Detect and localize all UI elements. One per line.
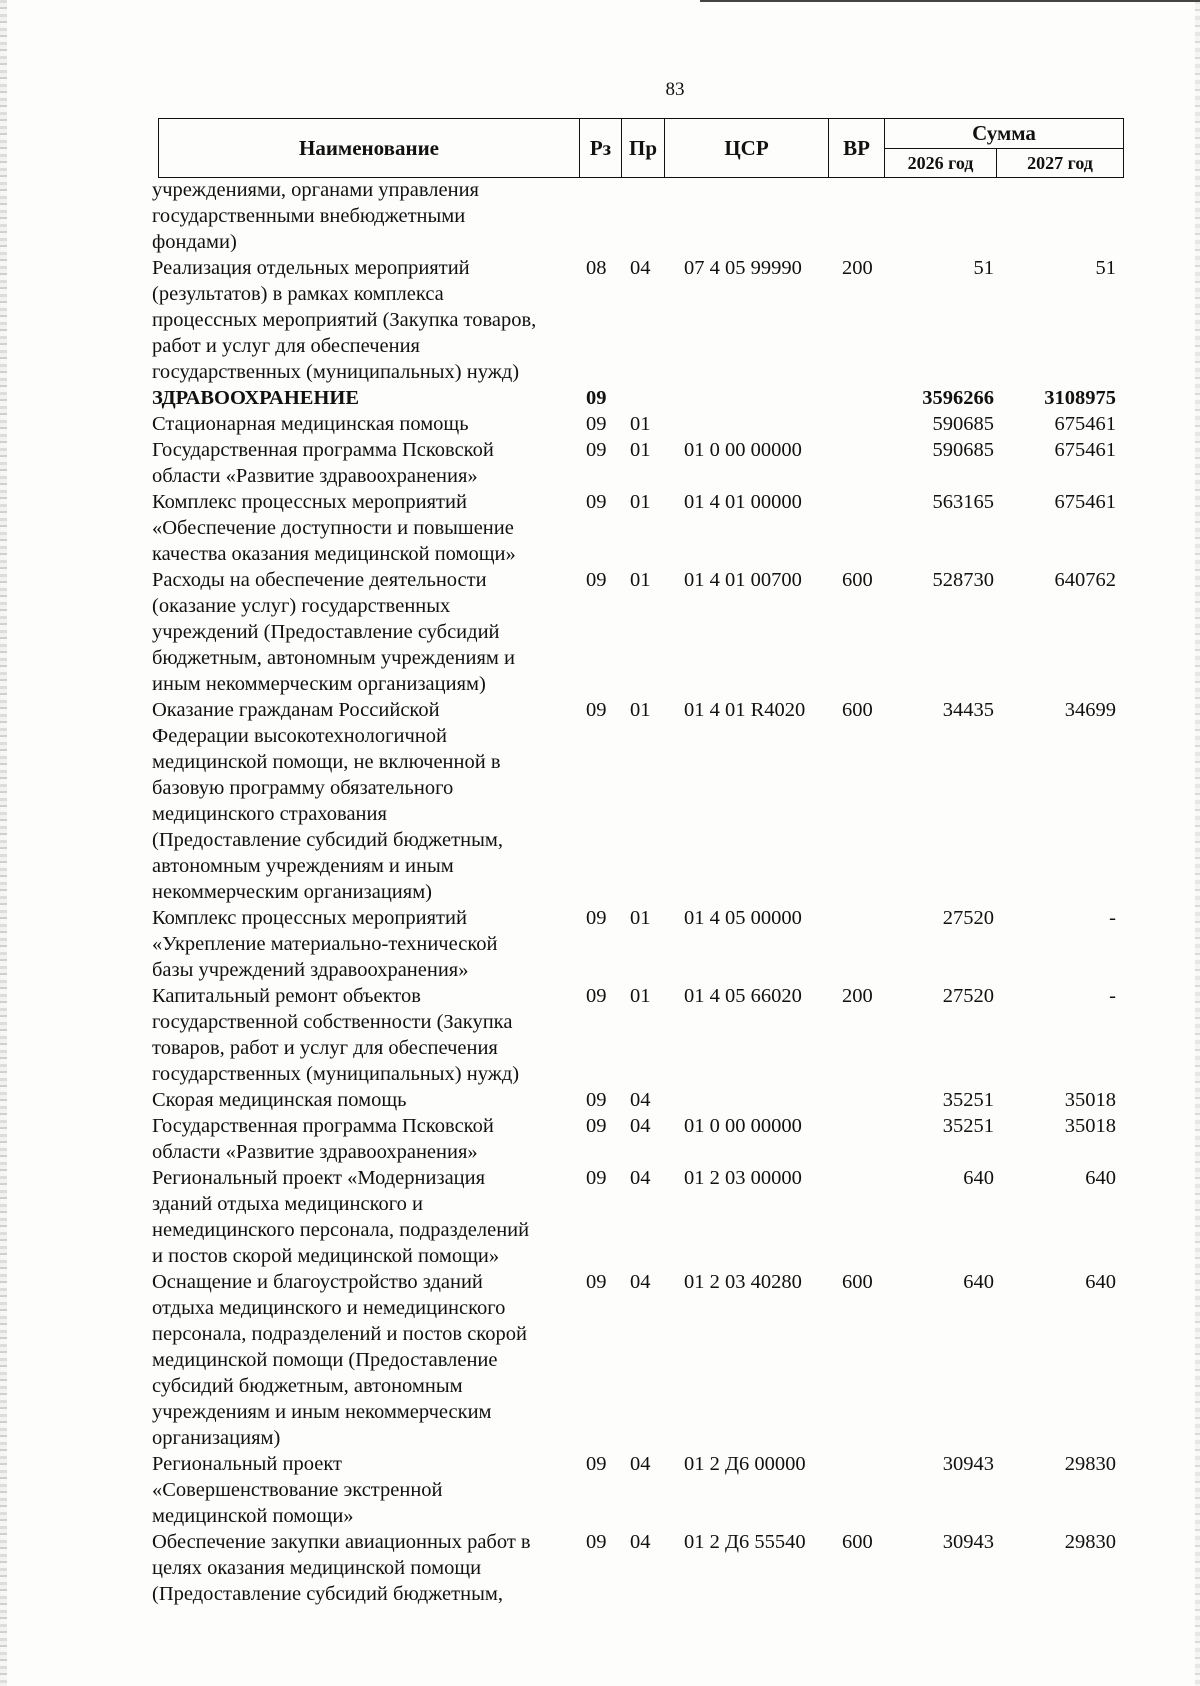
row-pr: 04 bbox=[630, 1453, 651, 1475]
table-row bbox=[152, 437, 1122, 489]
row-name bbox=[152, 905, 582, 983]
header-sum: Сумма bbox=[885, 119, 1123, 149]
row-name-line: зданий отдыха медицинского и bbox=[152, 1193, 423, 1215]
row-rz: 09 bbox=[586, 1167, 607, 1189]
table-row bbox=[152, 567, 1122, 697]
row-name-line: «Укрепление материально-технической bbox=[152, 933, 498, 955]
row-csr: 01 0 00 00000 bbox=[684, 1115, 802, 1137]
row-vr: 600 bbox=[842, 1271, 873, 1293]
row-sum-2027: 51 bbox=[1095, 257, 1116, 279]
row-name-line: государственной собственности (Закупка bbox=[152, 1011, 513, 1033]
row-vr: 600 bbox=[842, 569, 873, 591]
table-header bbox=[158, 118, 1124, 178]
table-row bbox=[152, 1529, 1122, 1607]
row-pr: 01 bbox=[630, 907, 651, 929]
row-name-line: некоммерческим организациям) bbox=[152, 881, 432, 903]
row-name-line: иным некоммерческим организациям) bbox=[152, 673, 486, 695]
row-pr: 04 bbox=[630, 1531, 651, 1553]
row-name-line: медицинской помощи, не включенной в bbox=[152, 751, 501, 773]
row-name-line: Комплекс процессных мероприятий bbox=[152, 491, 467, 513]
row-sum-2027: 34699 bbox=[1064, 699, 1116, 721]
row-name bbox=[152, 983, 582, 1087]
row-name-line: организациям) bbox=[152, 1427, 281, 1449]
row-sum-2027: 29830 bbox=[1064, 1531, 1116, 1553]
row-rz: 09 bbox=[586, 1531, 607, 1553]
row-csr: 01 2 Д6 00000 bbox=[684, 1453, 806, 1475]
table-row bbox=[152, 1087, 1122, 1113]
row-name-line: фондами) bbox=[152, 231, 237, 253]
row-vr: 200 bbox=[842, 257, 873, 279]
row-rz: 09 bbox=[586, 569, 607, 591]
row-csr: 01 4 01 00700 bbox=[684, 569, 802, 591]
row-sum-2026: 35251 bbox=[942, 1115, 994, 1137]
row-csr: 01 2 03 40280 bbox=[684, 1271, 802, 1293]
row-name-line: автономным учреждениям и иным bbox=[152, 855, 454, 877]
row-name-line: (Предоставление субсидий бюджетным, bbox=[152, 1583, 503, 1605]
row-name-line: Комплекс процессных мероприятий bbox=[152, 907, 467, 929]
table-row bbox=[152, 489, 1122, 567]
row-sum-2027: 35018 bbox=[1064, 1115, 1116, 1137]
row-sum-2026: 640 bbox=[963, 1167, 994, 1189]
row-sum-2026: 3596266 bbox=[922, 387, 994, 409]
row-name-line: Скорая медицинская помощь bbox=[152, 1089, 407, 1111]
row-name-line: процессных мероприятий (Закупка товаров, bbox=[152, 309, 537, 331]
row-name-line: Государственная программа Псковской bbox=[152, 439, 494, 461]
row-name-line: Капитальный ремонт объектов bbox=[152, 985, 421, 1007]
row-name-line: Стационарная медицинская помощь bbox=[152, 413, 469, 435]
row-name-line: Региональный проект «Модернизация bbox=[152, 1167, 486, 1189]
row-name-line: Расходы на обеспечение деятельности bbox=[152, 569, 487, 591]
row-name-line: субсидий бюджетным, автономным bbox=[152, 1375, 463, 1397]
row-pr: 01 bbox=[630, 439, 651, 461]
row-csr: 01 4 05 66020 bbox=[684, 985, 802, 1007]
scan-edge-top bbox=[700, 0, 1200, 2]
row-pr: 04 bbox=[630, 1271, 651, 1293]
row-name bbox=[152, 1087, 582, 1113]
row-rz: 09 bbox=[586, 1115, 607, 1137]
row-name bbox=[152, 385, 582, 411]
row-csr: 01 4 01 R4020 bbox=[684, 699, 806, 721]
row-sum-2027: 675461 bbox=[1054, 491, 1116, 513]
row-sum-2027: 675461 bbox=[1054, 413, 1116, 435]
row-name-line: (результатов) в рамках комплекса bbox=[152, 283, 444, 305]
row-sum-2026: 563165 bbox=[932, 491, 994, 513]
scan-edge-left bbox=[0, 0, 7, 1686]
row-name-line: ЗДРАВООХРАНЕНИЕ bbox=[152, 387, 360, 409]
row-pr: 04 bbox=[630, 1089, 651, 1111]
row-name-line: (оказание услуг) государственных bbox=[152, 595, 451, 617]
table-row bbox=[152, 1165, 1122, 1269]
row-name-line: немедицинского персонала, подразделений bbox=[152, 1219, 530, 1241]
row-name-line: области «Развитие здравоохранения» bbox=[152, 465, 478, 487]
row-csr: 01 4 05 00000 bbox=[684, 907, 802, 929]
row-rz: 09 bbox=[586, 1271, 607, 1293]
row-rz: 09 bbox=[586, 1453, 607, 1475]
row-csr: 01 4 01 00000 bbox=[684, 491, 802, 513]
row-pr: 04 bbox=[630, 1167, 651, 1189]
table-row bbox=[152, 697, 1122, 905]
header-pr: Пр bbox=[622, 119, 665, 177]
row-sum-2026: 27520 bbox=[942, 985, 994, 1007]
row-pr: 01 bbox=[630, 699, 651, 721]
row-name-line: целях оказания медицинской помощи bbox=[152, 1557, 482, 1579]
header-name: Наименование bbox=[159, 119, 580, 177]
row-rz: 09 bbox=[586, 985, 607, 1007]
table-row bbox=[152, 411, 1122, 437]
row-rz: 09 bbox=[586, 907, 607, 929]
row-name-line: государственных (муниципальных) нужд) bbox=[152, 361, 520, 383]
row-name-line: «Совершенствование экстренной bbox=[152, 1479, 443, 1501]
row-name bbox=[152, 1113, 582, 1165]
row-name bbox=[152, 1165, 582, 1269]
row-sum-2026: 590685 bbox=[932, 413, 994, 435]
row-rz: 09 bbox=[586, 387, 607, 409]
row-name-line: работ и услуг для обеспечения bbox=[152, 335, 420, 357]
row-name-line: «Обеспечение доступности и повышение bbox=[152, 517, 514, 539]
table-row bbox=[152, 385, 1122, 411]
row-name bbox=[152, 1269, 582, 1451]
row-name-line: области «Развитие здравоохранения» bbox=[152, 1141, 478, 1163]
row-name-line: Оснащение и благоустройство зданий bbox=[152, 1271, 483, 1293]
row-sum-2026: 528730 bbox=[932, 569, 994, 591]
row-sum-2027: 640 bbox=[1085, 1167, 1116, 1189]
row-pr: 01 bbox=[630, 491, 651, 513]
header-year-2027: 2027 год bbox=[1027, 152, 1093, 173]
row-sum-2027: 640 bbox=[1085, 1271, 1116, 1293]
row-name-line: Обеспечение закупки авиационных работ в bbox=[152, 1531, 531, 1553]
row-rz: 09 bbox=[586, 491, 607, 513]
row-name bbox=[152, 1529, 582, 1607]
row-sum-2026: 30943 bbox=[942, 1531, 994, 1553]
row-rz: 09 bbox=[586, 699, 607, 721]
row-name-line: отдыха медицинского и немедицинского bbox=[152, 1297, 506, 1319]
row-rz: 09 bbox=[586, 439, 607, 461]
row-name bbox=[152, 697, 582, 905]
row-sum-2026: 34435 bbox=[942, 699, 994, 721]
row-name-line: медицинского страхования bbox=[152, 803, 387, 825]
table-row bbox=[152, 1113, 1122, 1165]
row-name-line: Реализация отдельных мероприятий bbox=[152, 257, 470, 279]
row-name-line: учреждений (Предоставление субсидий bbox=[152, 621, 500, 643]
row-pr: 01 bbox=[630, 569, 651, 591]
row-sum-2027: 640762 bbox=[1054, 569, 1116, 591]
row-name-line: и постов скорой медицинской помощи» bbox=[152, 1245, 500, 1267]
row-pr: 04 bbox=[630, 257, 651, 279]
row-csr: 01 2 Д6 55540 bbox=[684, 1531, 806, 1553]
row-name-line: учреждениям и иным некоммерческим bbox=[152, 1401, 492, 1423]
row-name-line: учреждениями, органами управления bbox=[152, 179, 479, 201]
header-csr: ЦСР bbox=[665, 119, 829, 177]
row-sum-2027: 675461 bbox=[1054, 439, 1116, 461]
row-vr: 600 bbox=[842, 699, 873, 721]
row-sum-2026: 51 bbox=[973, 257, 994, 279]
row-name bbox=[152, 567, 582, 697]
scan-edge-right bbox=[1195, 0, 1200, 1686]
row-name bbox=[152, 255, 582, 385]
row-name-line: Региональный проект bbox=[152, 1453, 342, 1475]
row-vr: 200 bbox=[842, 985, 873, 1007]
row-rz: 09 bbox=[586, 1089, 607, 1111]
row-name-line: медицинской помощи» bbox=[152, 1505, 354, 1527]
row-name bbox=[152, 177, 582, 255]
row-name-line: товаров, работ и услуг для обеспечения bbox=[152, 1037, 498, 1059]
row-name-line: (Предоставление субсидий бюджетным, bbox=[152, 829, 503, 851]
row-pr: 04 bbox=[630, 1115, 651, 1137]
row-pr: 01 bbox=[630, 413, 651, 435]
row-name-line: бюджетным, автономным учреждениям и bbox=[152, 647, 515, 669]
row-name-line: качества оказания медицинской помощи» bbox=[152, 543, 516, 565]
row-sum-2027: 3108975 bbox=[1044, 387, 1116, 409]
row-sum-2027: - bbox=[1109, 985, 1116, 1007]
row-csr: 01 2 03 00000 bbox=[684, 1167, 802, 1189]
row-name-line: Государственная программа Псковской bbox=[152, 1115, 494, 1137]
table-row bbox=[152, 983, 1122, 1087]
row-csr: 01 0 00 00000 bbox=[684, 439, 802, 461]
page-number: 83 bbox=[665, 79, 685, 100]
row-sum-2026: 30943 bbox=[942, 1453, 994, 1475]
row-name bbox=[152, 437, 582, 489]
row-rz: 09 bbox=[586, 413, 607, 435]
row-name bbox=[152, 489, 582, 567]
row-sum-2027: 35018 bbox=[1064, 1089, 1116, 1111]
row-vr: 600 bbox=[842, 1531, 873, 1553]
row-name-line: медицинской помощи (Предоставление bbox=[152, 1349, 498, 1371]
row-name-line: базы учреждений здравоохранения» bbox=[152, 959, 469, 981]
row-name-line: Оказание гражданам Российской bbox=[152, 699, 440, 721]
table-body bbox=[152, 177, 1122, 1607]
table-row bbox=[152, 177, 1122, 255]
header-vr: ВР bbox=[829, 119, 885, 177]
table-row bbox=[152, 1451, 1122, 1529]
header-year-2026: 2026 год bbox=[885, 149, 997, 177]
row-name-line: государственных (муниципальных) нужд) bbox=[152, 1063, 520, 1085]
row-sum-2026: 590685 bbox=[932, 439, 994, 461]
row-sum-2026: 35251 bbox=[942, 1089, 994, 1111]
row-name-line: персонала, подразделений и постов скорой bbox=[152, 1323, 527, 1345]
row-sum-2026: 27520 bbox=[942, 907, 994, 929]
row-csr: 07 4 05 99990 bbox=[684, 257, 802, 279]
row-name-line: государственными внебюджетными bbox=[152, 205, 466, 227]
row-sum-2027: 29830 bbox=[1064, 1453, 1116, 1475]
row-pr: 01 bbox=[630, 985, 651, 1007]
row-sum-2026: 640 bbox=[963, 1271, 994, 1293]
row-name bbox=[152, 411, 582, 437]
row-rz: 08 bbox=[586, 257, 607, 279]
table-row bbox=[152, 255, 1122, 385]
header-rz: Рз bbox=[580, 119, 622, 177]
row-name bbox=[152, 1451, 582, 1529]
row-name-line: базовую программу обязательного bbox=[152, 777, 454, 799]
row-sum-2027: - bbox=[1109, 907, 1116, 929]
table-row bbox=[152, 1269, 1122, 1451]
row-name-line: Федерации высокотехнологичной bbox=[152, 725, 447, 747]
table-row bbox=[152, 905, 1122, 983]
